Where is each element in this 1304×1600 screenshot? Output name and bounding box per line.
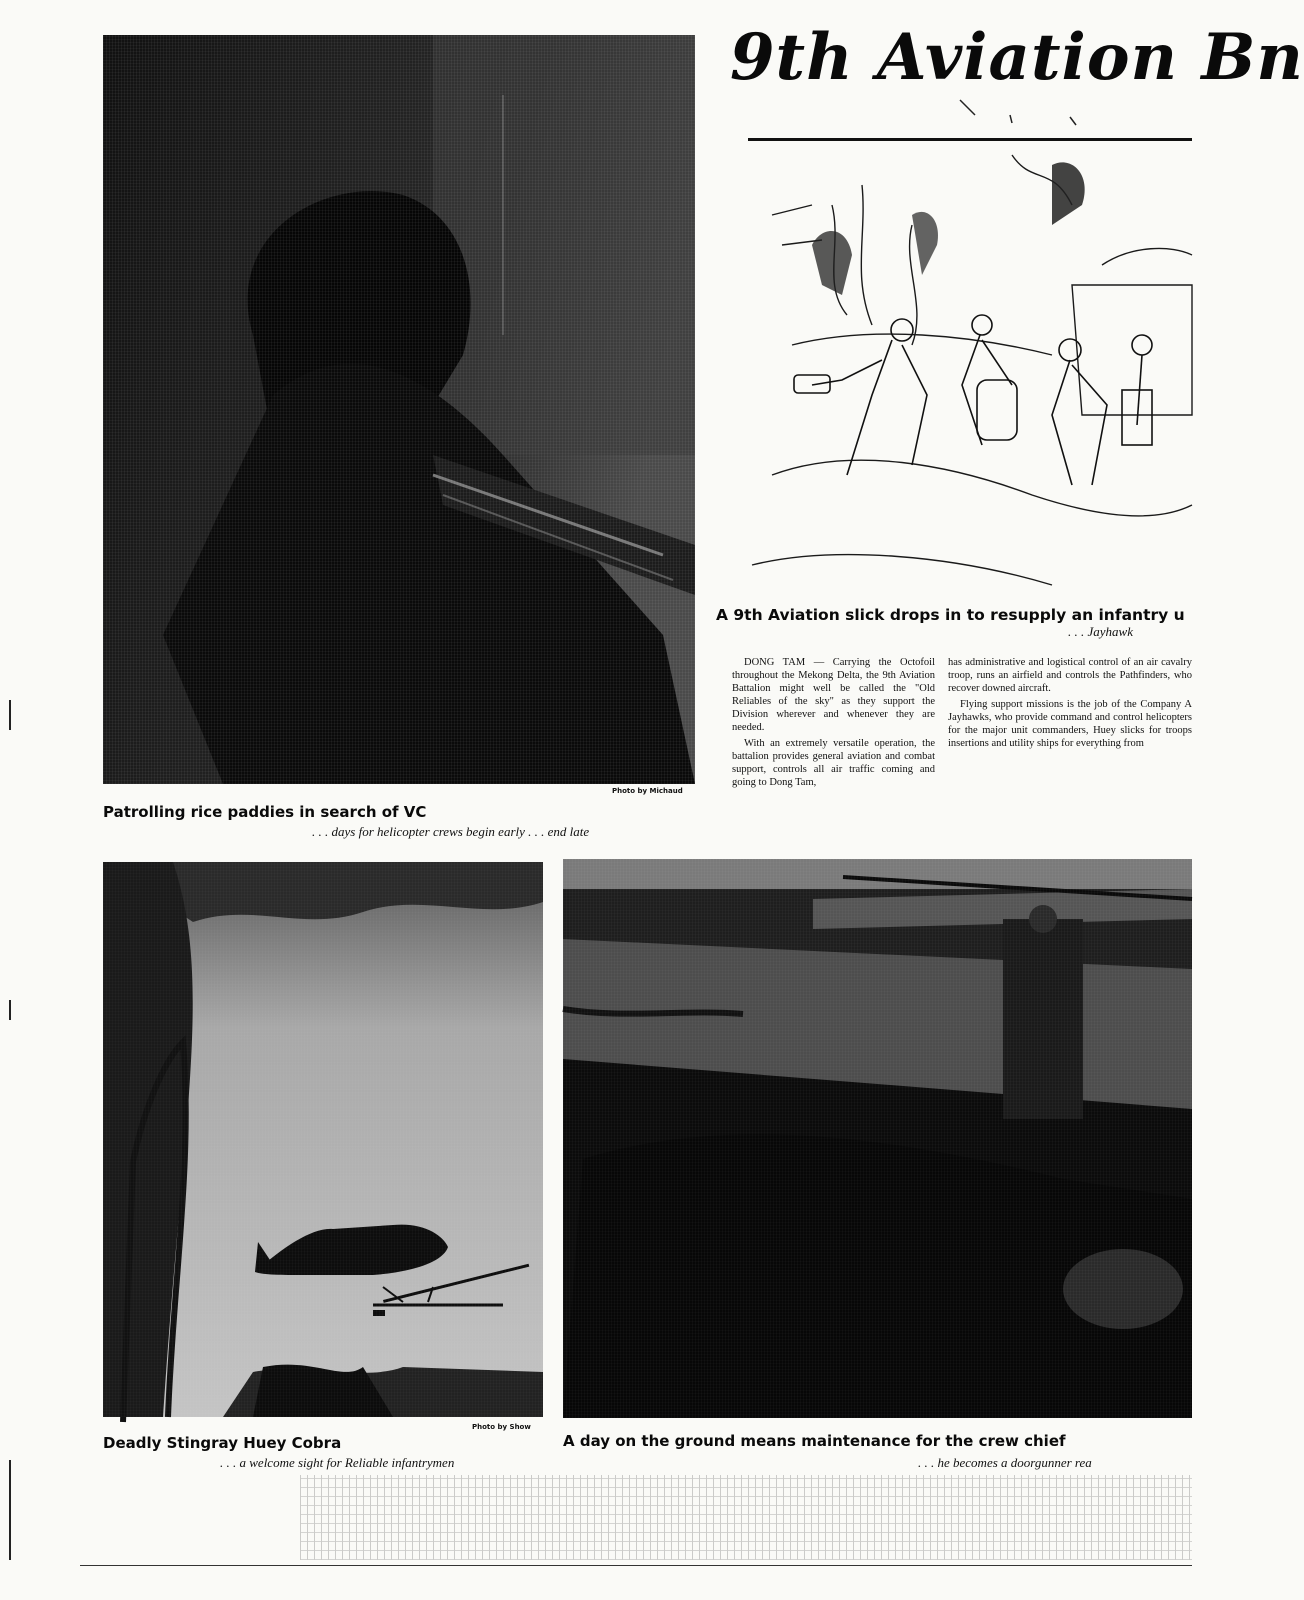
- bottom-border-rule: [80, 1565, 1192, 1566]
- maintenance-photo-subcaption: . . . he becomes a doorgunner rea: [918, 1455, 1092, 1470]
- patrol-photo: [103, 35, 695, 784]
- left-margin-marks: [8, 700, 12, 1560]
- patrol-photo-credit: Photo by Michaud: [612, 787, 683, 795]
- article-col1-para-1: DONG TAM — Carrying the Octofoil throughout the Mekong Delta, the 9th Aviation Battalion might well be called the "Old Reliables of the sky" as they support the Division wherever and whenever they are needed.: [732, 657, 935, 733]
- article-col2-para-2: Flying support missions is the job of the Company A Jayhawks, who provide command and control helicopters for the major unit commanders, Huey slicks for troops insertions and utility ships for everything from: [948, 699, 1192, 749]
- headline-rule: [748, 138, 1192, 141]
- resupply-illustration: [752, 145, 1192, 600]
- article-col1-para-2: With an extremely versatile operation, the battalion provides general aviation and combat support, controls all air traffic coming and going to Dong Tam,: [732, 738, 935, 788]
- cobra-photo-subcaption: . . . a welcome sight for Reliable infantrymen: [220, 1455, 455, 1470]
- maintenance-photo: [563, 859, 1192, 1418]
- article-column-2: [948, 656, 1192, 753]
- page-headline: 9th Aviation Bn: [730, 20, 1304, 95]
- article-col2-para-1: has administrative and logistical control of an air cavalry troop, runs an airfield and controls the Pathfinders, who recover downed aircraft.: [948, 657, 1192, 694]
- headline-tick-marks: [950, 95, 1090, 135]
- illustration-caption: A 9th Aviation slick drops in to resupply an infantry u: [716, 606, 1185, 624]
- article-column-1: [732, 656, 935, 792]
- maintenance-photo-caption: A day on the ground means maintenance for the crew chief: [563, 1432, 1066, 1450]
- bottom-scan-noise: [300, 1475, 1192, 1560]
- cobra-photo-credit: Photo by Show: [472, 1423, 531, 1431]
- cobra-photo-caption: Deadly Stingray Huey Cobra: [103, 1434, 342, 1452]
- cobra-photo: [103, 862, 543, 1417]
- illustration-subcaption: . . . Jayhawk: [1068, 624, 1133, 639]
- patrol-photo-caption: Patrolling rice paddies in search of VC: [103, 803, 427, 821]
- patrol-photo-subcaption: . . . days for helicopter crews begin early . . . end late: [312, 824, 590, 839]
